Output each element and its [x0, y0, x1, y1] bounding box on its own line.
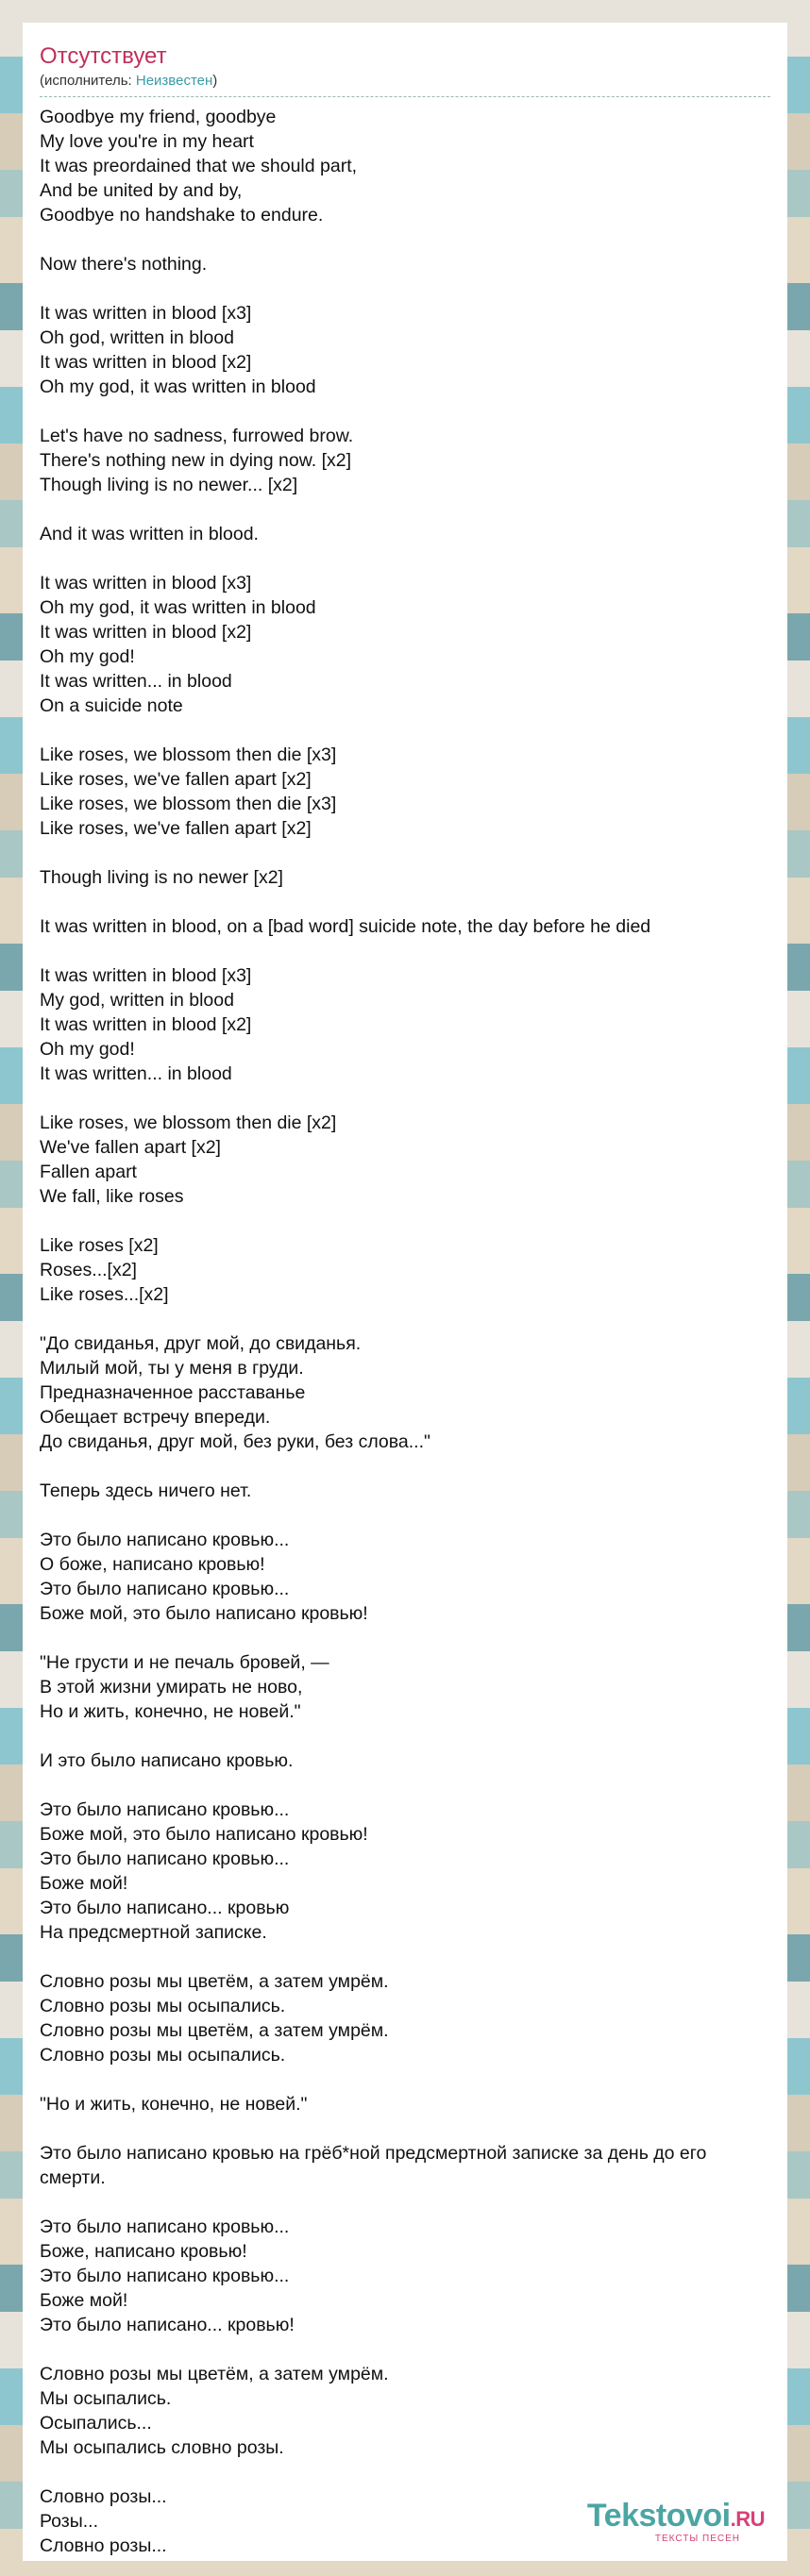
artist-line — [40, 72, 770, 97]
artist-prefix: (исполнитель: — [40, 73, 136, 89]
logo-tld: .RU — [730, 2507, 765, 2531]
artist-suffix: ) — [212, 73, 218, 89]
lyrics-card — [23, 23, 787, 2561]
artist-link[interactable]: Неизвестен — [135, 73, 213, 89]
site-logo[interactable] — [587, 2500, 765, 2544]
logo-tagline: ТЕКСТЫ ПЕСЕН — [654, 2534, 740, 2544]
logo-wordmark: Tekstovoi — [586, 2498, 731, 2534]
song-title: Отсутствует — [40, 43, 167, 69]
lyrics-text: Goodbye my friend, goodbye My love you're in my heart It was preordained that we should part, And be united by and by, Goodbye no handshake to endure. Now there's nothing. It was written in blood [x3] Oh god, written in blood It was written in blood [x2] Oh my god, it was written in blood Let's have no sadness, furrowed brow. There's nothing new in dying now. [x2] Though living is no newer... [x2] And it was written in blood. It was written in blood [x3] Oh my god, it was written in blood It was written in blood [x2] Oh my god! It was written... in blood On a suicide note Like roses, we blossom then die [x3] Like roses, we've fallen apart [x2] Like roses, we blossom then die [x3] Like roses, we've fallen apart [x2] Though living is no newer [x2] It was written in blood, on a [bad word] suicide note, the day before he died It was written in blood [x3] My god, written in blood It was written in blood [x2] Oh my god! It was written... in blood Like roses, we blossom then die [x2] We've fallen apart [x2] Fallen apart We fall, like roses Like roses [x2] Roses...[x2] Like roses...[x2] "До свиданья, друг мой, до свиданья. Милый мой, ты у меня в груди. Предназначенное расставанье Обещает встречу впереди. До свиданья, друг мой, без руки, без слова..." Теперь здесь ничего нет. Это было написано кровью... О боже, написано кровью! Это было написано кровью... Боже мой, это было написано кровью! "Не грусти и не печаль бровей, — В этой жизни умирать не ново, Но и жить, конечно, не новей." И это было написано кровью. Это было написано кровью... Боже мой, это было написано кровью! Это было написано кровью... Боже мой! Это было написано... кровью На предсмертной записке. Словно розы мы цветём, а затем умрём. Словно розы мы осыпались. Словно розы мы цветём, а затем умрём. Словно розы мы осыпались. "Но и жить, конечно, не новей." Это было написано кровью на грёб*ной предсмертной записке за день до его смерти. Это было написано кровью... Боже, написано кровью! Это было написано кровью... Боже мой! Это было написано... кровью! Словно розы мы цветём, а затем умрём. Мы осыпались. Осыпались... Мы осыпались словно розы. Словно розы... Розы... Словно розы... — [40, 107, 707, 2556]
